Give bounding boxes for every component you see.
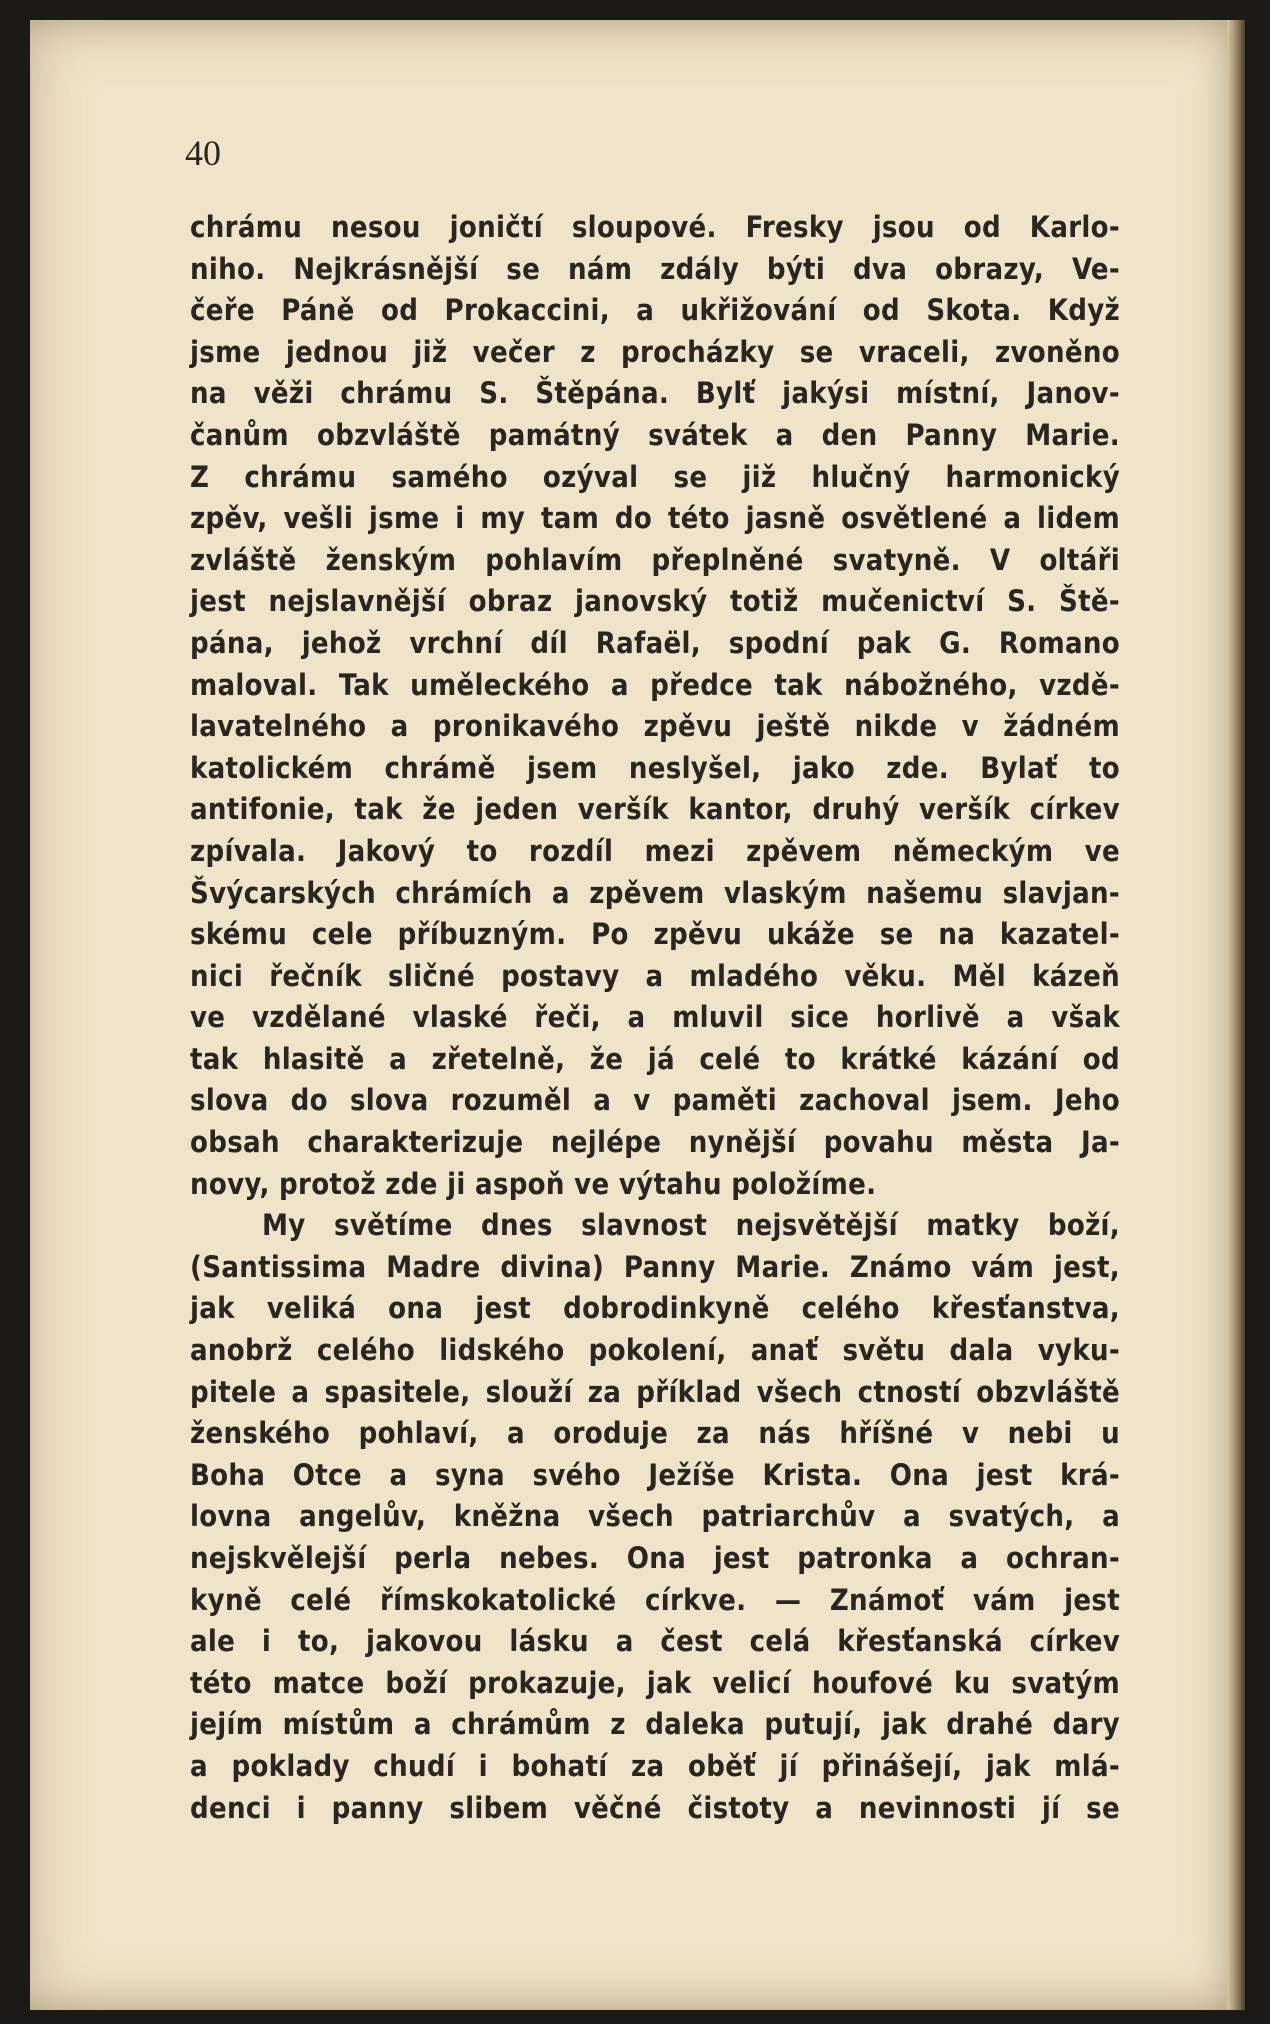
text-line: katolickém chrámě jsem neslyšel, jako zde. Bylať to	[190, 750, 1120, 785]
text-line: zpěv, vešli jsme i my tam do této jasně osvětlené a lidem	[190, 501, 1120, 536]
text-line: Z chrámu samého ozýval se již hlučný harmonický	[190, 459, 1120, 494]
text-line: tak hlasitě a zřetelně, že já celé to krátké kázání od	[190, 1041, 1120, 1076]
text-line: jsme jednou již večer z procházky se vraceli, zvoněno	[190, 334, 1120, 369]
text-line: pitele a spasitele, slouží za příklad všech ctností obzvláště	[190, 1374, 1120, 1409]
text-line: Švýcarských chrámích a zpěvem vlaským našemu slavjan-	[190, 875, 1120, 910]
text-line: obsah charakterizuje nejlépe nynější povahu města Ja-	[190, 1125, 1120, 1160]
page-number: 40	[185, 133, 221, 173]
text-line: jest nejslavnější obraz janovský totiž mučenictví S. Ště-	[190, 584, 1120, 619]
text-line: lovna angelův, kněžna všech patriarchův a svatých, a	[190, 1499, 1120, 1534]
text-line: zpívala. Jakový to rozdíl mezi zpěvem německým ve	[190, 833, 1120, 868]
text-line: kyně celé římskokatolické církve. — Známoť vám jest	[190, 1582, 1120, 1617]
book-spine-shadow	[1227, 20, 1245, 2010]
text-line: skému cele příbuzným. Po zpěvu ukáže se na kazatel-	[190, 917, 1120, 952]
text-line: antifonie, tak že jeden veršík kantor, druhý veršík církev	[190, 792, 1120, 827]
text-line: denci i panny slibem věčné čistoty a nevinnosti jí se	[190, 1790, 1120, 1825]
text-line: ženského pohlaví, a oroduje za nás hříšné v nebi u	[190, 1416, 1120, 1451]
text-line: Boha Otce a syna svého Ježíše Krista. Ona jest krá-	[190, 1457, 1120, 1492]
text-line: na věži chrámu S. Štěpána. Bylť jakýsi místní, Janov-	[190, 376, 1120, 411]
text-line: anobrž celého lidského pokolení, anať světu dala vyku-	[190, 1333, 1120, 1368]
text-line: (Santissima Madre divina) Panny Marie. Známo vám jest,	[190, 1249, 1120, 1284]
text-line: jak veliká ona jest dobrodinkyně celého křesťanstva,	[190, 1291, 1120, 1326]
text-line: jejím místům a chrámům z daleka putují, jak drahé dary	[190, 1707, 1120, 1742]
text-line: maloval. Tak uměleckého a předce tak nábožného, vzdě-	[190, 667, 1120, 702]
text-line: zvláště ženským pohlavím přeplněné svatyně. V oltáři	[190, 542, 1120, 577]
text-line: ve vzdělané vlaské řeči, a mluvil sice horlivě a však	[190, 1000, 1120, 1035]
text-line: čeře Páně od Prokaccini, a ukřižování od Skota. Když	[190, 293, 1120, 328]
body-text	[190, 207, 1120, 1829]
text-line: lavatelného a pronikavého zpěvu ještě nikde v žádném	[190, 709, 1120, 744]
paragraph-end-line: novy, protož zde ji aspoň ve výtahu položíme.	[190, 1166, 877, 1201]
text-line: slova do slova rozuměl a v paměti zachoval jsem. Jeho	[190, 1083, 1120, 1118]
text-line: nici řečník sličné postavy a mladého věku. Měl kázeň	[190, 958, 1120, 993]
text-line: pána, jehož vrchní díl Rafaël, spodní pak G. Romano	[190, 625, 1120, 660]
text-line: niho. Nejkrásnější se nám zdály býti dva obrazy, Ve-	[190, 251, 1120, 286]
text-line: této matce boží prokazuje, jak velicí houfové ku svatým	[190, 1665, 1120, 1700]
text-line: nejskvělejší perla nebes. Ona jest patronka a ochran-	[190, 1541, 1120, 1575]
text-line: ale i to, jakovou lásku a čest celá křesťanská církev	[190, 1624, 1120, 1659]
text-line: čanům obzvláště památný svátek a den Panny Marie.	[190, 417, 1120, 452]
text-line: a poklady chudí i bohatí za oběť jí přinášejí, jak mlá-	[190, 1748, 1120, 1783]
text-line: chrámu nesou joničtí sloupové. Fresky jsou od Karlo-	[190, 210, 1120, 244]
paragraph-start-line: My světíme dnes slavnost nejsvětější matky boží,	[262, 1208, 1120, 1243]
